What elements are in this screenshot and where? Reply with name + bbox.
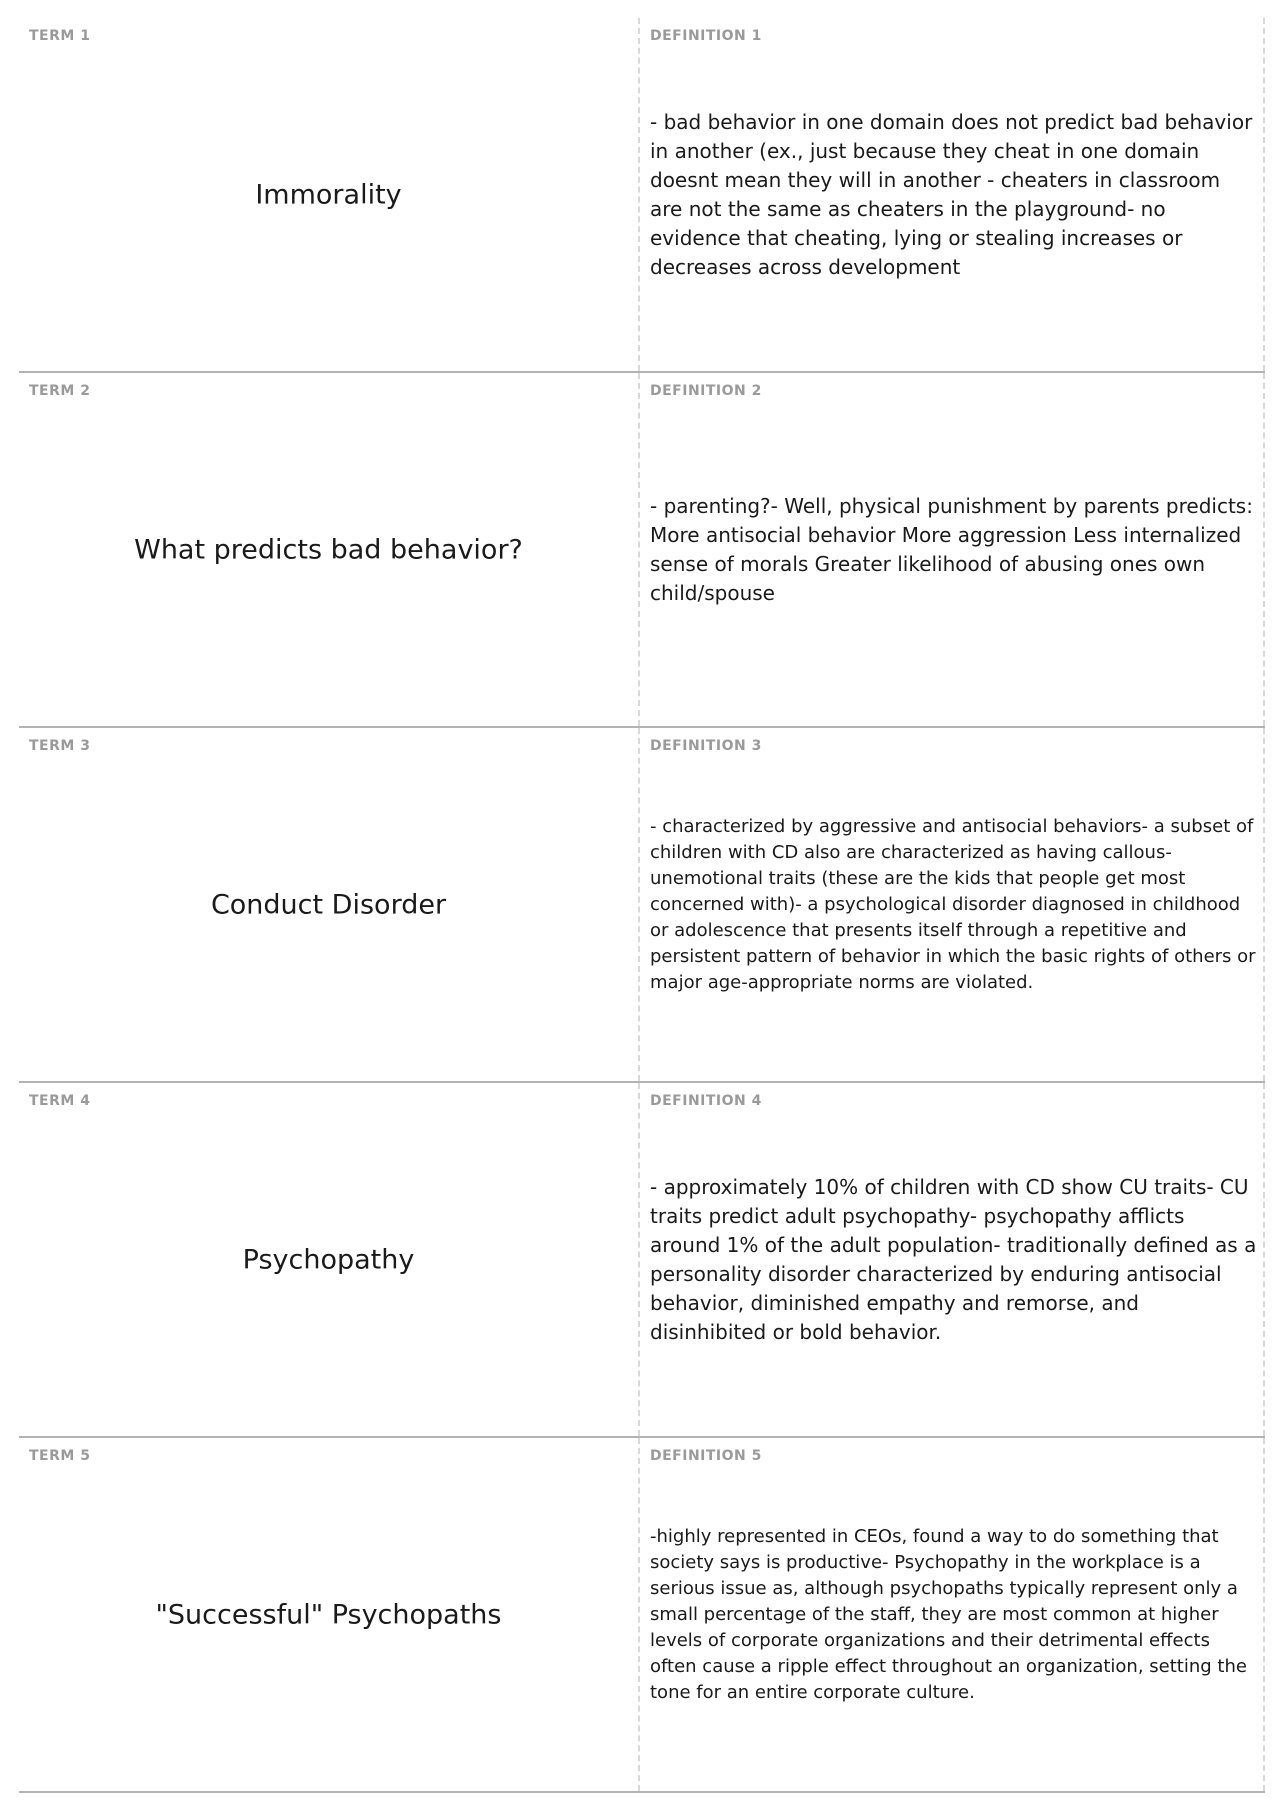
term-label: TERM 3: [29, 738, 91, 754]
definition-cell: [640, 373, 1265, 726]
term-text: What predicts bad behavior?: [134, 534, 523, 565]
definition-text: - bad behavior in one domain does not predict bad behavior in another (ex., just because they cheat in one domain doesnt mean they will in another - cheaters in classroom are not the same as cheaters in the playground- no evidence that cheating, lying or stealing increases or decreases across development: [650, 109, 1253, 279]
term-text: Psychopathy: [242, 1244, 415, 1275]
term-label: TERM 2: [29, 383, 91, 399]
term-text: Conduct Disorder: [210, 889, 447, 920]
definition-text: - characterized by aggressive and antisocial behaviors- a subset of children with CD also are characterized as having callous-unemotional traits (these are the kids that people get most concerned with)- a psychological disorder diagnosed in childhood or adolescence that presents itself through a repetitive and persistent pattern of behavior in which the basic rights of others or major age-appropriate norms are violated.: [650, 815, 1256, 993]
definition-label: DEFINITION 5: [650, 1448, 762, 1464]
definition-text: - approximately 10% of children with CD show CU traits- CU traits predict adult psychopathy- psychopathy afflicts around 1% of the adult population- traditionally defined as a personality disorder characterized by enduring antisocial behavior, diminished empathy and remorse, and disinhibited or bold behavior.: [650, 1174, 1257, 1344]
term-text: Immorality: [255, 179, 402, 210]
term-label: TERM 5: [29, 1448, 91, 1464]
term-cell: [19, 728, 640, 1081]
definition-label: DEFINITION 4: [650, 1093, 762, 1109]
definition-text: - parenting?- Well, physical punishment by parents predicts: More antisocial behavior More aggression Less internalized sense of morals Greater likelihood of abusing ones own child/spouse: [650, 493, 1253, 605]
flashcard-row: [19, 728, 1265, 1083]
definition-cell: [640, 1438, 1265, 1791]
term-text: "Successful" Psychopaths: [155, 1599, 502, 1630]
flashcard-sheet: [19, 18, 1265, 1793]
flashcard-row: [19, 18, 1265, 373]
definition-label: DEFINITION 3: [650, 738, 762, 754]
definition-cell: [640, 18, 1265, 371]
definition-text: -highly represented in CEOs, found a way to do something that society says is productive- Psychopathy in the workplace is a serious issue as, although psychopaths typically represent only a small percentage of the staff, they are most common at higher levels of corporate organizations and their detrimental effects often cause a ripple effect throughout an organization, setting the tone for an entire corporate culture.: [650, 1525, 1247, 1703]
definition-label: DEFINITION 2: [650, 383, 762, 399]
flashcard-row: [19, 373, 1265, 728]
definition-cell: [640, 1083, 1265, 1436]
definition-cell: [640, 728, 1265, 1081]
term-cell: [19, 18, 640, 371]
term-cell: [19, 1083, 640, 1436]
term-label: TERM 4: [29, 1093, 91, 1109]
definition-label: DEFINITION 1: [650, 28, 762, 44]
flashcard-row: [19, 1083, 1265, 1438]
term-label: TERM 1: [29, 28, 91, 44]
flashcard-row: [19, 1438, 1265, 1793]
term-cell: [19, 1438, 640, 1791]
term-cell: [19, 373, 640, 726]
